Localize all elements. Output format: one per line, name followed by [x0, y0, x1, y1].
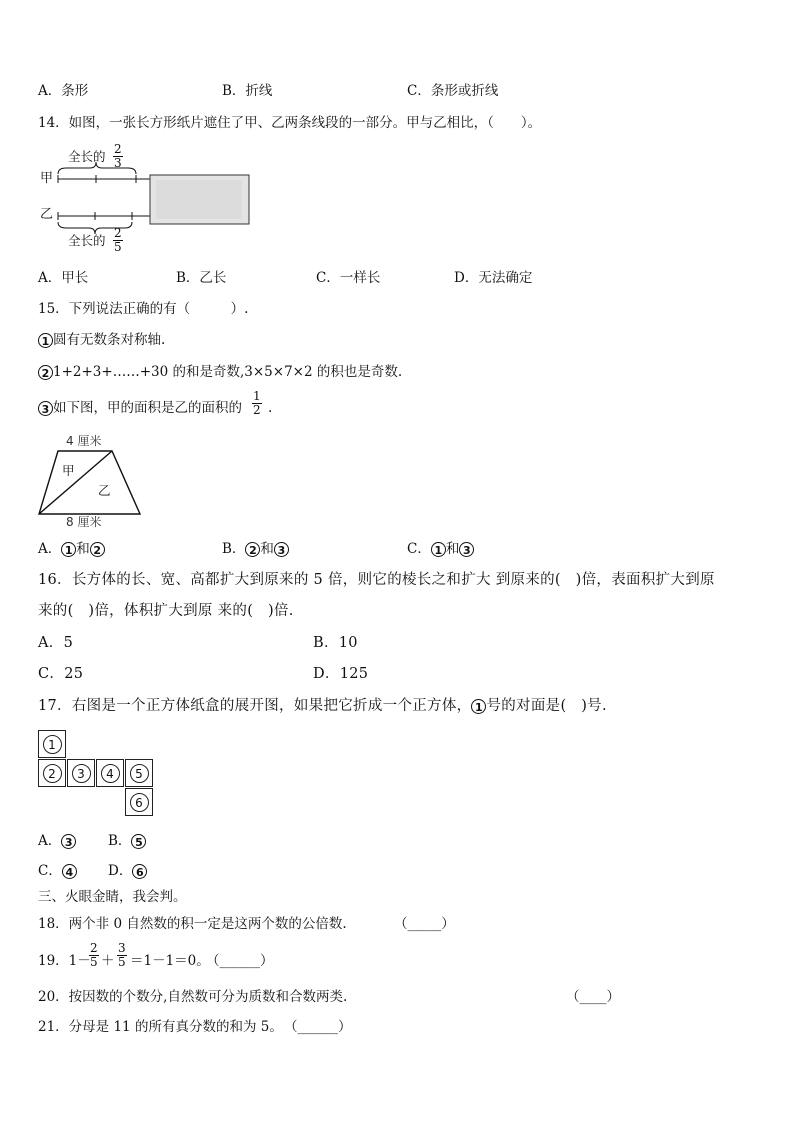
circled-number-5: 5: [131, 834, 146, 849]
q14-top-fraction: $\frac{2}{3}$: [114, 142, 122, 170]
q19-plus: ＋: [101, 953, 115, 969]
q18-text: 18．两个非 0 自然数的积一定是这两个数的公倍数.: [38, 916, 347, 932]
q15-trapezoid-figure: [36, 432, 146, 532]
q16-option-d: D．125: [313, 666, 369, 682]
circled-number-1: 1: [61, 542, 76, 557]
q15-statement-3-end: .: [268, 400, 273, 416]
q15-bottom-base-label: 8 厘米: [66, 515, 102, 529]
q15-stem: 15．下列说法正确的有（ ）.: [38, 301, 249, 317]
q14-jia-label: 甲: [40, 171, 54, 186]
q14-bottom-fraction: $\frac{2}{5}$: [114, 226, 122, 254]
q15-statement-1: 1 圆有无数条对称轴.: [38, 331, 165, 349]
q19-fraction-2: $\frac{3}{5}$: [118, 941, 126, 969]
q15-statement-2: 2 1+2+3+……+30 的和是奇数,3×5×7×2 的积也是奇数.: [38, 363, 402, 381]
circled-number-4: 4: [62, 864, 77, 879]
q14-option-d: D．无法确定: [454, 270, 533, 286]
net-cell-1: 1: [38, 730, 66, 758]
q15-option-a: A． 1 和 2: [38, 540, 105, 558]
q14-option-b: B．乙长: [176, 270, 227, 286]
q21-answer-blank: （______）: [284, 1019, 352, 1035]
q14-bottom-label: 全长的: [68, 233, 106, 248]
q16-option-b: B．10: [313, 635, 358, 651]
q16-stem-line1: 16．长方体的长、宽、高都扩大到原来的 5 倍，则它的棱长之和扩大 到原来的( )倍，表面积扩大到原: [38, 572, 715, 588]
q17-option-c: C． 4: [38, 862, 77, 880]
circled-number-2: 2: [90, 542, 105, 557]
circled-number-3: 3: [38, 401, 53, 416]
q16-option-a: A．5: [38, 635, 74, 651]
q19-rest: ＝1－1＝0。: [130, 953, 210, 969]
q15-statement-3-fraction: $\frac{1}{2}$: [253, 389, 261, 417]
q14-yi-label: 乙: [40, 207, 54, 222]
q17-option-b: B． 5: [108, 832, 146, 850]
circled-number-3: 3: [274, 542, 289, 557]
q19-prefix: 19．1－: [38, 953, 91, 969]
circled-number-1: 1: [431, 542, 446, 557]
q18-answer-blank: （_____）: [394, 916, 455, 932]
q17-stem: 17．右图是一个正方体纸盒的展开图，如果把它折成一个正方体， 1 号的对面是( )号.: [38, 698, 607, 714]
q15-top-base-label: 4 厘米: [66, 434, 102, 448]
q14-figure: [38, 142, 258, 257]
circled-number-6: 6: [132, 864, 147, 879]
circled-number-3: 3: [459, 542, 474, 557]
q17-option-a: A． 3: [38, 832, 76, 850]
q14-option-c: C．一样长: [316, 270, 381, 286]
q19-answer-blank: （______）: [206, 953, 274, 969]
q20-text: 20．按因数的个数分,自然数可分为质数和合数两类.: [38, 989, 348, 1005]
q14-top-label: 全长的: [68, 149, 106, 164]
q15-jia-label: 甲: [62, 463, 75, 478]
q19-fraction-1: $\frac{2}{5}$: [90, 941, 98, 969]
net-cell-3: 3: [67, 759, 95, 787]
net-cell-2: 2: [38, 759, 66, 787]
q16-option-c: C．25: [38, 666, 84, 682]
q15-yi-label: 乙: [98, 483, 111, 498]
q16-stem-line2: 来的( )倍，体积扩大到原 来的( )倍.: [38, 603, 294, 619]
net-cell-4: 4: [96, 759, 124, 787]
circled-number-1: 1: [38, 333, 53, 348]
circled-number-1: 1: [471, 699, 486, 714]
q14-option-a: A．甲长: [38, 270, 89, 286]
circled-number-2: 2: [38, 365, 53, 380]
q21-text: 21．分母是 11 的所有真分数的和为 5。: [38, 1019, 283, 1035]
net-cell-6: 6: [125, 788, 153, 816]
q17-option-d: D． 6: [108, 862, 147, 880]
q17-cube-net: [38, 730, 154, 818]
q13-option-b: B．折线: [222, 83, 273, 99]
q13-option-c: C．条形或折线: [407, 83, 499, 99]
q20-answer-blank: （____）: [566, 989, 620, 1005]
q13-option-a: A．条形: [38, 83, 89, 99]
q15-option-c: C． 1 和 3: [407, 540, 474, 558]
circled-number-3: 3: [61, 834, 76, 849]
q15-option-b: B． 2 和 3: [222, 540, 289, 558]
q14-stem: 14．如图，一张长方形纸片遮住了甲、乙两条线段的一部分。甲与乙相比，（ ）。: [38, 115, 542, 131]
q15-statement-3: 3 如下图，甲的面积是乙的面积的: [38, 399, 242, 417]
net-cell-5: 5: [125, 759, 153, 787]
section-3-heading: 三、火眼金睛，我会判。: [38, 889, 187, 905]
circled-number-2: 2: [245, 542, 260, 557]
